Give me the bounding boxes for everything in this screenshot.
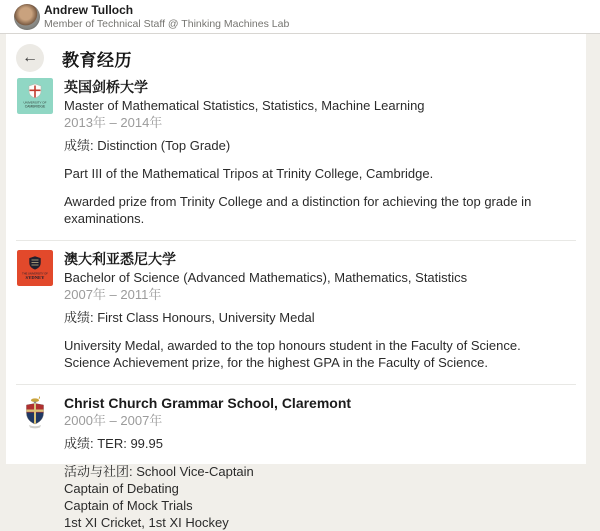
profile-headline: Member of Technical Staff @ Thinking Machines Lab — [44, 18, 290, 30]
degree: Master of Mathematical Statistics, Statistics, Machine Learning — [64, 98, 425, 113]
grade: 成绩: Distinction (Top Grade) — [64, 138, 231, 153]
activities-line: Captain of Mock Trials — [64, 498, 193, 513]
date-range: 2007年 – 2011年 — [64, 287, 162, 302]
avatar[interactable] — [14, 4, 40, 30]
university-of-sydney-logo-icon — [17, 250, 53, 286]
education-card — [6, 34, 586, 530]
logo-box — [17, 78, 53, 227]
christ-church-grammar-school-crest-icon — [17, 394, 53, 430]
date-range: 2000年 – 2007年 — [64, 413, 163, 428]
svg-text:UNIVERSITY OF: UNIVERSITY OF — [23, 100, 47, 105]
school-name: 澳大利亚悉尼大学 — [64, 251, 176, 267]
description-line: Science Achievement prize, for the highest GPA in the Faculty of Science. — [64, 355, 488, 370]
activities-line: Captain of Debating — [64, 481, 179, 496]
school-name: Christ Church Grammar School, Claremont — [64, 395, 352, 411]
svg-text:CAMBRIDGE: CAMBRIDGE — [24, 104, 46, 109]
svg-text:THE UNIVERSITY OF: THE UNIVERSITY OF — [22, 272, 48, 276]
activities-line: 1st XI Cricket, 1st XI Hockey — [64, 515, 229, 530]
education-entry-sydney — [6, 241, 586, 371]
entry-body — [64, 394, 570, 531]
degree: Bachelor of Science (Advanced Mathematics), Mathematics, Statistics — [64, 270, 468, 285]
description-paragraph: Part III of the Mathematical Tripos at Trinity College, Cambridge. — [64, 166, 434, 181]
education-entry-cambridge — [6, 74, 586, 227]
title-bar — [6, 34, 586, 74]
page-title: 教育经历 — [62, 50, 132, 70]
back-button[interactable] — [16, 44, 44, 72]
activities-line: 活动与社团: School Vice-Captain — [64, 464, 254, 479]
svg-text:SYDNEY: SYDNEY — [25, 275, 45, 280]
education-entry-christ-church — [6, 385, 586, 531]
description-paragraph: Awarded prize from Trinity College and a distinction for achieving the top grade in examinations. — [64, 194, 532, 226]
grade: 成绩: First Class Honours, University Medal — [64, 310, 315, 325]
description-line: University Medal, awarded to the top honours student in the Faculty of Science. — [64, 338, 521, 353]
logo-box — [17, 250, 53, 371]
profile-header — [0, 0, 600, 34]
entry-body — [64, 78, 570, 227]
profile-name: Andrew Tulloch — [44, 3, 134, 17]
school-name: 英国剑桥大学 — [64, 79, 148, 95]
date-range: 2013年 – 2014年 — [64, 115, 163, 130]
entry-body — [64, 250, 570, 371]
back-arrow-icon: ← — [22, 49, 38, 66]
university-of-cambridge-logo-icon — [17, 78, 53, 114]
grade: 成绩: TER: 99.95 — [64, 436, 163, 451]
logo-box — [17, 394, 53, 531]
